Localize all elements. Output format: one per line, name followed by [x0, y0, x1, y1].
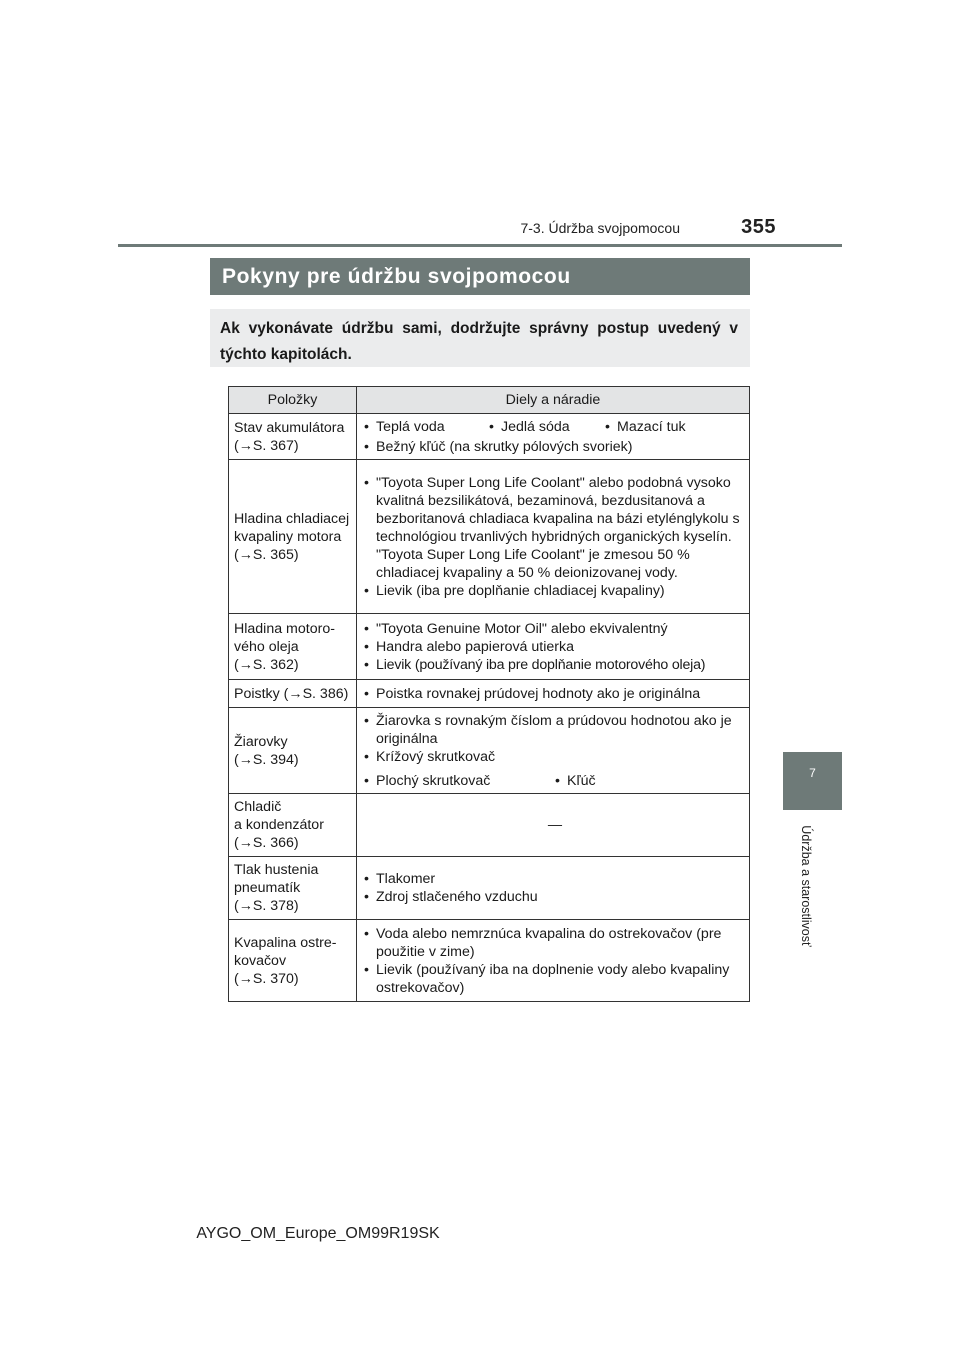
- parts-cell: [357, 614, 750, 680]
- bullet-item: • Mazací tuk: [604, 418, 686, 436]
- item-line: Stav akumulátora: [234, 419, 345, 436]
- bullet-item: • Kľúč: [554, 772, 596, 790]
- item-ref: (→S. 367): [234, 437, 299, 454]
- item-line: a kondenzátor: [234, 817, 324, 833]
- chapter-number-tab: 7: [783, 752, 842, 810]
- item-ref: (→S. 370): [234, 970, 299, 987]
- bullet-item: • Poistka rovnakej prúdovej hodnoty ako je originálna: [363, 685, 747, 703]
- item-ref: (→S. 378): [234, 898, 299, 914]
- table-row: [229, 614, 750, 680]
- header-parts-tools: Diely a náradie: [357, 387, 750, 414]
- page-title: Pokyny pre údržbu svojpomocou: [222, 265, 571, 288]
- bullet-item: • "Toyota Super Long Life Coolant" alebo podobná vysoko kvalitná bezsilikátová, bezaminová, bezdusitanová a bezboritanová chladiaca kvapalina na bázi etylénglykolu s technológiou trvanlivých hybridných organických kyselín. "Toyota Super Long Life Coolant" je zmesou 50 % chladiacej kvapaliny a 50 % deionizovanej vody.: [363, 474, 747, 582]
- table-row: [229, 920, 750, 1002]
- parts-cell: [357, 794, 750, 857]
- table-row: [229, 708, 750, 794]
- bullet-item: • "Toyota Genuine Motor Oil" alebo ekvivalentný: [363, 620, 747, 638]
- item-ref: (→S. 365): [234, 546, 299, 563]
- section-title: 7-3. Údržba svojpomocou: [520, 220, 680, 236]
- table-row: [229, 460, 750, 614]
- item-line: Hladina motoro-: [234, 620, 335, 637]
- parts-cell: [357, 708, 750, 794]
- bullet-item: • Žiarovka s rovnakým číslom a prúdovou hodnotou ako je originálna: [363, 712, 747, 748]
- item-cell: [229, 857, 357, 920]
- parts-cell: [357, 920, 750, 1002]
- table-row: [229, 680, 750, 708]
- bullet-item: • Tlakomer: [363, 870, 747, 888]
- item-ref: (→S. 366): [234, 835, 299, 851]
- item-cell: [229, 920, 357, 1002]
- item-line: pneumatík: [234, 880, 301, 896]
- bullet-item: • Jedlá sóda: [488, 418, 604, 436]
- bullet-item: • Handra alebo papierová utierka: [363, 638, 747, 656]
- parts-table: [228, 386, 750, 1002]
- table-row: [229, 414, 750, 460]
- bullet-item: • Lievik (používaný iba pre doplňanie motorového oleja): [363, 656, 747, 674]
- bullet-item: • Lievik (iba pre doplňanie chladiacej kvapaliny): [363, 582, 747, 600]
- table-row: [229, 794, 750, 857]
- item-cell: [229, 614, 357, 680]
- bullet-item: • Lievik (používaný iba na doplnenie vody alebo kvapaliny ostrekovačov): [363, 961, 747, 997]
- dash-placeholder: —: [547, 817, 563, 833]
- parts-cell: [357, 680, 750, 708]
- inline-bullets: [363, 772, 747, 790]
- intro-box: [210, 309, 750, 367]
- parts-cell: [357, 460, 750, 614]
- chapter-title: Údržba a starostlivosť: [798, 825, 813, 947]
- bullet-item: • Krížový skrutkovač: [363, 748, 747, 766]
- chapter-side-label: [783, 812, 842, 972]
- bullet-item: • Plochý skrutkovač: [363, 772, 554, 790]
- bullet-item: • Zdroj stlačeného vzduchu: [363, 888, 747, 906]
- title-bar: [210, 258, 750, 295]
- bullet-item: • Teplá voda: [363, 418, 488, 436]
- item-line: Žiarovky: [234, 733, 288, 750]
- item-cell: [229, 460, 357, 614]
- inline-bullets: [363, 418, 747, 436]
- table-header-row: [229, 387, 750, 414]
- item-line: Poistky (→S. 386): [234, 685, 349, 702]
- item-line: Tlak hustenia: [234, 862, 319, 878]
- item-cell: [229, 680, 357, 708]
- item-ref: (→S. 394): [234, 751, 299, 768]
- item-line: vého oleja: [234, 638, 299, 655]
- item-ref: (→S. 362): [234, 656, 299, 673]
- item-cell: [229, 708, 357, 794]
- table-row: [229, 857, 750, 920]
- parts-cell: [357, 414, 750, 460]
- item-cell: [229, 794, 357, 857]
- header-rule: [118, 244, 842, 247]
- intro-text: Ak vykonávate údržbu sami, dodržujte správny postup uvedený v týchto kapitolách.: [220, 320, 738, 363]
- bullet-item: • Bežný kľúč (na skrutky pólových svoriek): [363, 438, 747, 456]
- bullet-item: • Voda alebo nemrznúca kvapalina do ostrekovačov (pre použitie v zime): [363, 925, 747, 961]
- parts-cell: [357, 857, 750, 920]
- item-line: Hladina chladiacej: [234, 510, 350, 527]
- page-number: 355: [741, 216, 776, 238]
- item-cell: [229, 414, 357, 460]
- document-code: AYGO_OM_Europe_OM99R19SK: [196, 1225, 440, 1242]
- item-line: Chladič: [234, 799, 282, 815]
- header-items: Položky: [229, 387, 357, 414]
- item-line: kovačov: [234, 952, 287, 969]
- item-line: kvapaliny motora: [234, 528, 342, 545]
- item-line: Kvapalina ostre-: [234, 934, 337, 951]
